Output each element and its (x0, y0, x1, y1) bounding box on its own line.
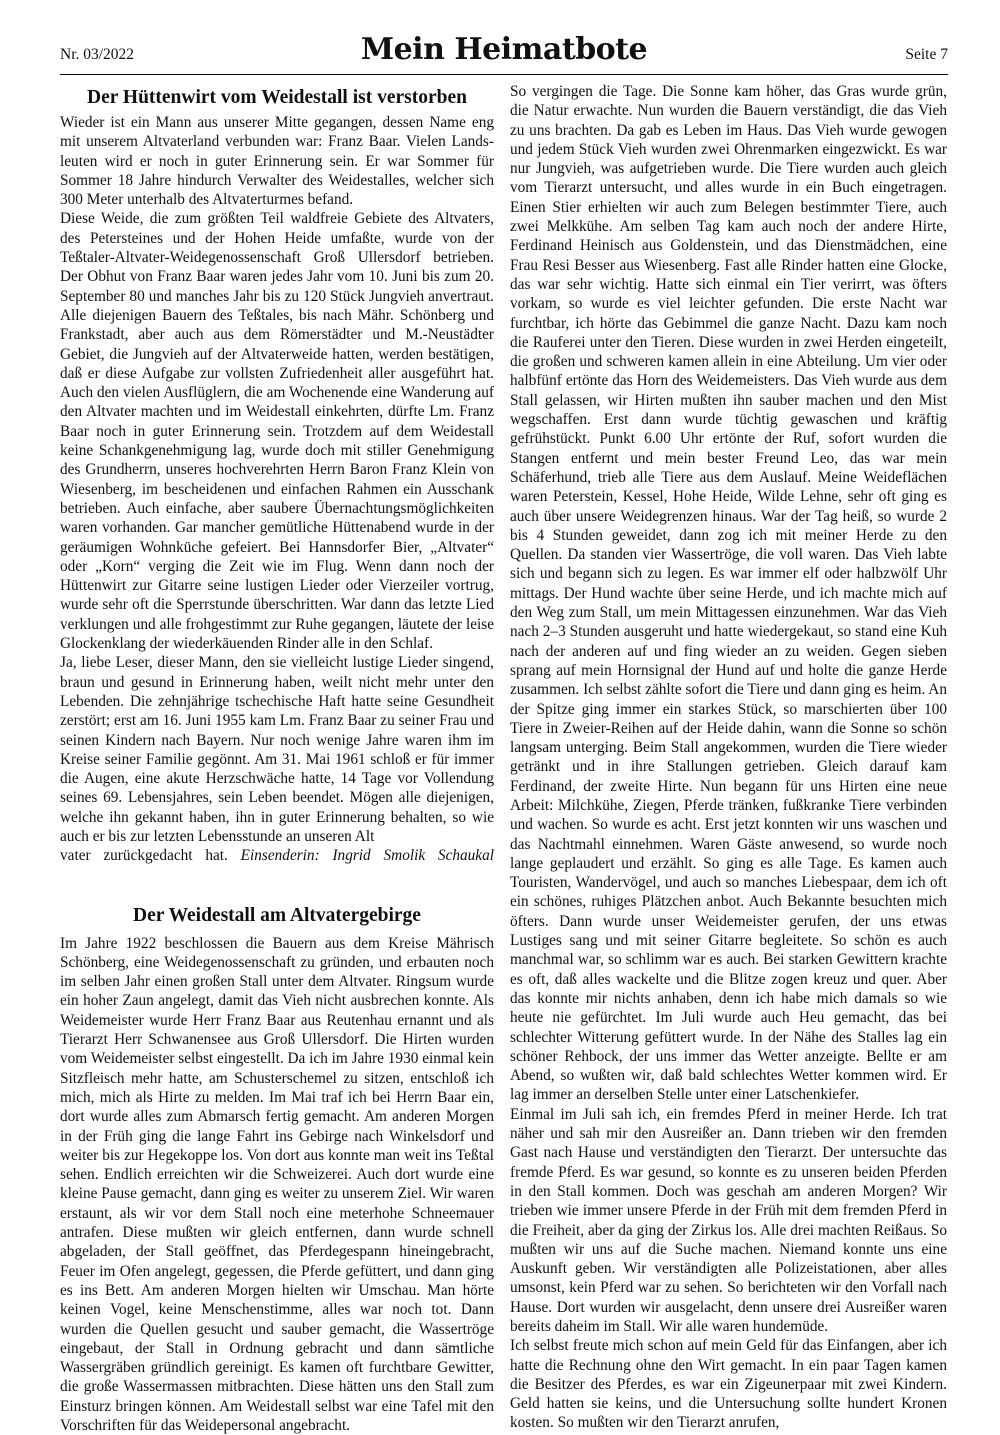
article2-paragraph: So vergingen die Tage. Die Sonne kam höher, das Gras wurde grün, die Natur erwachte. Nun wurden die Bauern verständigt, die das Vieh zu uns brachten. Da gab es Leben im Haus. Das Vieh wurde gewogen und jedem Stück Vieh wurden zwei Ohrenmarken eingezwickt. Es war nur Jungvieh, was aufgetrieben wurde. Die Tiere wurden auch gleich vom Tierarzt untersucht, und alles wurde in ein Buch eingetragen. Einen Stier erhielten wir auch zum Belegen bestimmter Tiere, auch zwei Melkkühe. Am selben Tag kam auch noch der andere Hirte, Ferdinand Heinisch aus Goldenstein, und das Dienstmädchen, eine Frau Resi Besser aus Wiesenberg. Fast alle Rinder hatten eine Glocke, das war sehr wichtig. Hatte sich einmal ein Tier verirrt, was öfters vorkam, so wurde es viel leichter gefunden. Die erste Nacht war furchtbar, ich hörte das Gebimmel die ganze Nacht. Dazu kam noch die Rauferei unter den Tieren. Diese wurden in zwei Herden eingeteilt, die großen und schweren kamen allein in eine Abteilung. Um vier oder halbfünf ertönte das Horn des Weidemeisters. Das Vieh wurde aus dem Stall gelassen, wir Hirten mußten ihn sauber machen und den Mist wegschaffen. Erst dann wurde tüchtig gewaschen und kräftig gefrühstückt. Punkt 6.00 Uhr ertönte der Ruf, sofort wurden die Stangen entfernt und mein bester Freund Leo, das war mein Schäferhund, trieb alle Tiere aus dem Auslauf. Meine Weideflächen waren Peterstein, Kessel, Hohe Heide, Wilde Lehne, sehr oft ging es auch über unsere Weidegrenzen hinaus. War der Tag heiß, so wurde 2 bis 4 Stunden geweidet, dann zog ich mit meiner Herde zu den Quellen. Da standen vier Wassertröge, die voll waren. Das Vieh labte sich und begann sich zu legen. Es war immer elf oder halbzwölf Uhr mittags. Der Hund wachte über seine Herde, und ich machte mich auf den Weg zum Stall, um mein Mittagessen einzunehmen. War das Vieh nach 2–3 Stunden ausgeruht und hatte wiedergekaut, so stand eine Kuh nach der anderen auf und fing wieder an zu weiden. Gegen sieben sprang auf mein Hornsignal der Hund auf und holte die ganze Herde zusammen. Ich selbst zählte sofort die Tiere und dann ging es heim. An der Spitze ging immer ein starkes Stück, so marschierten über 100 Tiere in Zweier-Reihen auf der Heide dahin, wann die Sonne so schön langsam unterging. Beim Stall angekommen, wurden die Tiere wieder getränkt und in ihre Stallungen getrieben. Gleich darauf kam Ferdinand, der zweite Hirte. Nun begann für uns Hirten eine neue Arbeit: Milchkühe, Ziegen, Pferde tränken, fußkranke Tiere verbinden und wachen. So wurde es acht. Erst jetzt konnten wir uns waschen und das Nachtmahl einnehmen. Waren Gäste anwesend, so wurde noch lange geplaudert und erzählt. So ging es alle Tage. Es kamen auch Touristen, Wandervögel, und auch so manches Liebespaar, dem ich oft ein schönes, ruhiges Plätzchen anbot. Auch Bekannte besuchten mich öfters. Dann wurde unser Weidemeister gerufen, der uns etwas Lustiges sang und mit seiner Gitarre begleitete. So schön es auch manchmal war, so schlimm war es auch. Bei starken Gewittern krachte es oft, daß alles wackelte und die Blitze zogen kreuz und quer. Aber das konnte mir nichts anhaben, denn ich habe mich damals so wie heute nie gefürchtet. Im Juli wurde auch Heu gemacht, das bei schlechter Witterung gefüttert wurde. In der Nähe des Stalles lag ein schöner Rehbock, der uns immer das Wetter anzeigte. Bellte er am Abend, so wußten wir, daß bald schlechtes Wetter kommen wird. Er lag immer an derselben Stelle unter einer Latschenkiefer. (510, 83, 947, 1104)
article1-paragraph: Wieder ist ein Mann aus unserer Mitte gegangen, dessen Name eng mit unserem Altvaterland verbunden war: Franz Baar. Vielen Landsleuten wird er noch in guter Erinnerung sein. Er war Sommer für Sommer 18 Jahre hindurch Verwalter des Weidestalles, welcher sich 300 Meter unterhalb des Altvaterturmes befand. (60, 114, 494, 209)
article2-paragraph: Im Jahre 1922 beschlossen die Bauern aus dem Kreise Mährisch Schönberg, eine Weidegenossenschaft zu gründen, und erbauten noch im selben Jahr einen großen Stall unter dem Altvater. Ringsum wurde ein hoher Zaun angelegt, damit das Vieh nicht ausbrechen konnte. Als Weidemeister wurde Herr Franz Baar aus Reutenhau ernannt und als Tierarzt Herr Schwanensee aus Groß Ullersdorf. Die Hirten wurden vom Weidemeister selbst eingestellt. Da ich im Jahre 1930 einmal kein Sitzfleisch mehr hatte, am Schusterschemel zu sitzen, entschloß ich mich, mich als Hirte zu melden. Im Mai traf ich bei Herrn Baar ein, dort wurde alles zum Abmarsch fertig gemacht. Am anderen Morgen in der Früh ging die lange Fahrt ins Gebirge nach Winkelsdorf und weiter bis zur Hegekoppe los. Von dort aus konnte man weit ins Teßtal sehen. Endlich erreichten wir die Schweizerei. Auch dort wurde eine kleine Pause gemacht, dann ging es weiter zu unserem Ziel. Wir waren erstaunt, als wir vor dem Stall noch eine meterhohe Schneemauer antrafen. Diese mußten wir gleich entfernen, dann wurde schnell abgeladen, der Stall geöffnet, das Pferdegespann hineingebracht, Feuer im Ofen angelegt, gegessen, die Pferde gefüttert, und dann ging es ins Bett. Am anderen Morgen hielten wir Umschau. Man hörte keinen Vogel, keine Menschenstimme, alles war noch tot. Dann wurden die Quellen gesucht und sauber gemacht, die Wassertröge eingebaut, der Stall in Ordnung gebracht und dann sämtliche Wassergräben gründlich gereinigt. Es kamen oft furchtbare Gewitter, die große Wassermassen mitbrachten. Diese hätten uns den Stall zum Einsturz bringen können. Am Weidestall selbst war eine Tafel mit den Vorschriften für das Weidepersonal angebracht. (60, 934, 494, 1434)
page-number: Seite 7 (905, 46, 948, 63)
article1-paragraph: Ja, liebe Leser, dieser Mann, den sie vielleicht lustige Lieder singend, braun und gesund in Erinnerung haben, weilt nicht mehr unter den Lebenden. Die zehnjährige tschechische Haft hatte seine Gesundheit zerstört; erst am 16. Juni 1955 kam Lm. Franz Baar zu seiner Frau und seinen Kindern nach Bayern. Nur noch wenige Jahre waren ihm im Kreise seiner Familie gegönnt. Am 31. Mai 1961 schloß er für immer die Augen, eine akute Herzschwäche hatte, 14 Tage vor Vollendung seines 69. Lebensjahres, sein Leben beendet. Mögen alle diejenigen, welche ihn gekannt haben, ihn in guter Erinnerung behalten, so wie auch er bis zur letzten Lebensstunde an unseren Alt (60, 654, 494, 845)
article1-title: Der Hüttenwirt vom Weidestall ist verstorben (86, 87, 467, 108)
article2-paragraph: Ich selbst freute mich schon auf mein Geld für das Einfangen, aber ich hatte die Rechnung ohne den Wirt gemacht. In ein paar Tagen kamen die Besitzer des Pferdes, es war ein Zigeunerpaar mit zwei Kindern. Geld hatten sie keins, und die Untersuchung sollte hundert Kronen kosten. So mußten wir den Tierarzt anrufen, (510, 1337, 947, 1432)
header-rule (60, 74, 948, 75)
article1-signature: Einsenderin: Ingrid Smolik Schaukal (240, 847, 494, 865)
right-column (510, 82, 947, 1433)
page-header (60, 32, 948, 78)
article2-title: Der Weidestall am Altvatergebirge (133, 904, 421, 926)
article1-closing-text: vater zurückgedacht hat. (60, 847, 228, 865)
article1-paragraph: Diese Weide, die zum größten Teil waldfreie Gebiete des Altvaters, des Petersteines und der Hohen Heide umfaßte, wurde von der Teßtaler-Altvater-Weidegenossenschaft Groß Ullersdorf betrieben. Der Obhut von Franz Baar waren jedes Jahr vom 10. Juni bis zum 20. September 80 und manches Jahr bis zu 120 Stück Jungvieh anvertraut. Alle diejenigen Bauern des Teßtales, bis nach Mähr. Schönberg und Frankstadt, aber auch aus dem Römerstädter und M.-Neustädter Gebiet, die Jungvieh auf der Altvaterweide hatten, werden bestätigen, daß er diese Aufgabe zur vollsten Zufriedenheit aller ausgeführt hat. Auch den vielen Ausflüglern, die am Wochenende eine Wanderung auf den Altvater machten und im Weidestall einkehrten, dürfte Lm. Franz Baar noch in guter Erinnerung sein. Trotzdem auf dem Weidestall keine Schankgenehmigung lag, wurde doch mit stiller Genehmigung des Grundherrn, unseres hochverehrten Herrn Baron Franz Klein von Wiesenberg, im bescheidenen und einfachen Rahmen ein Ausschank betrieben. Auch einfache, aber saubere Übernachtungsmöglichkeiten waren vorhanden. Gar mancher gemütliche Hüttenabend wurde in der geräumigen Wohnküche gefeiert. Bei Hannsdorfer Bier, „Altvater“ oder „Korn“ verging die Zeit wie im Flug. Wenn dann noch der Hüttenwirt zur Gitarre seine lustigen Lieder oder Vierzeiler vortrug, wurde sehr oft die Sperrstunde überschritten. War dann das letzte Lied verklungen und alle frohgestimmt zur Ruhe gegangen, läutete der leise Glockenklang der wiederkäuenden Rinder alle in den Schlaf. (60, 210, 494, 653)
masthead-logo: Mein Heimatbote (360, 32, 648, 67)
left-column (60, 82, 494, 1435)
issue-number: Nr. 03/2022 (60, 46, 135, 63)
article2-paragraph: Einmal im Juli sah ich, ein fremdes Pferd in meiner Herde. Ich trat näher und sah mir den Ausreißer an. Dann trieben wir den fremden Gast nach Hause und verständigten den Tierarzt. Der untersuchte das fremde Pferd. Es war gesund, so konnte es zu unseren beiden Pferden in den Stall kommen. Doch was geschah am anderen Morgen? Wir trieben wie immer unsere Pferde in der Früh mit dem fremden Pferd in die Freiheit, aber da ging der Zirkus los. Alle drei machten Reißaus. So mußten wir uns auf die Suche machen. Niemand konnte uns eine Auskunft geben. Wir verständigten alle Polizeistationen, aber alles umsonst, kein Pferd war zu sehen. So berichteten wir den Vorfall nach Hause. Dort wurden wir ausgelacht, denn unsere drei Ausreißer waren bereits daheim im Stall. Wir alle waren hundemüde. (510, 1105, 947, 1335)
article1-closing-line (60, 846, 494, 865)
